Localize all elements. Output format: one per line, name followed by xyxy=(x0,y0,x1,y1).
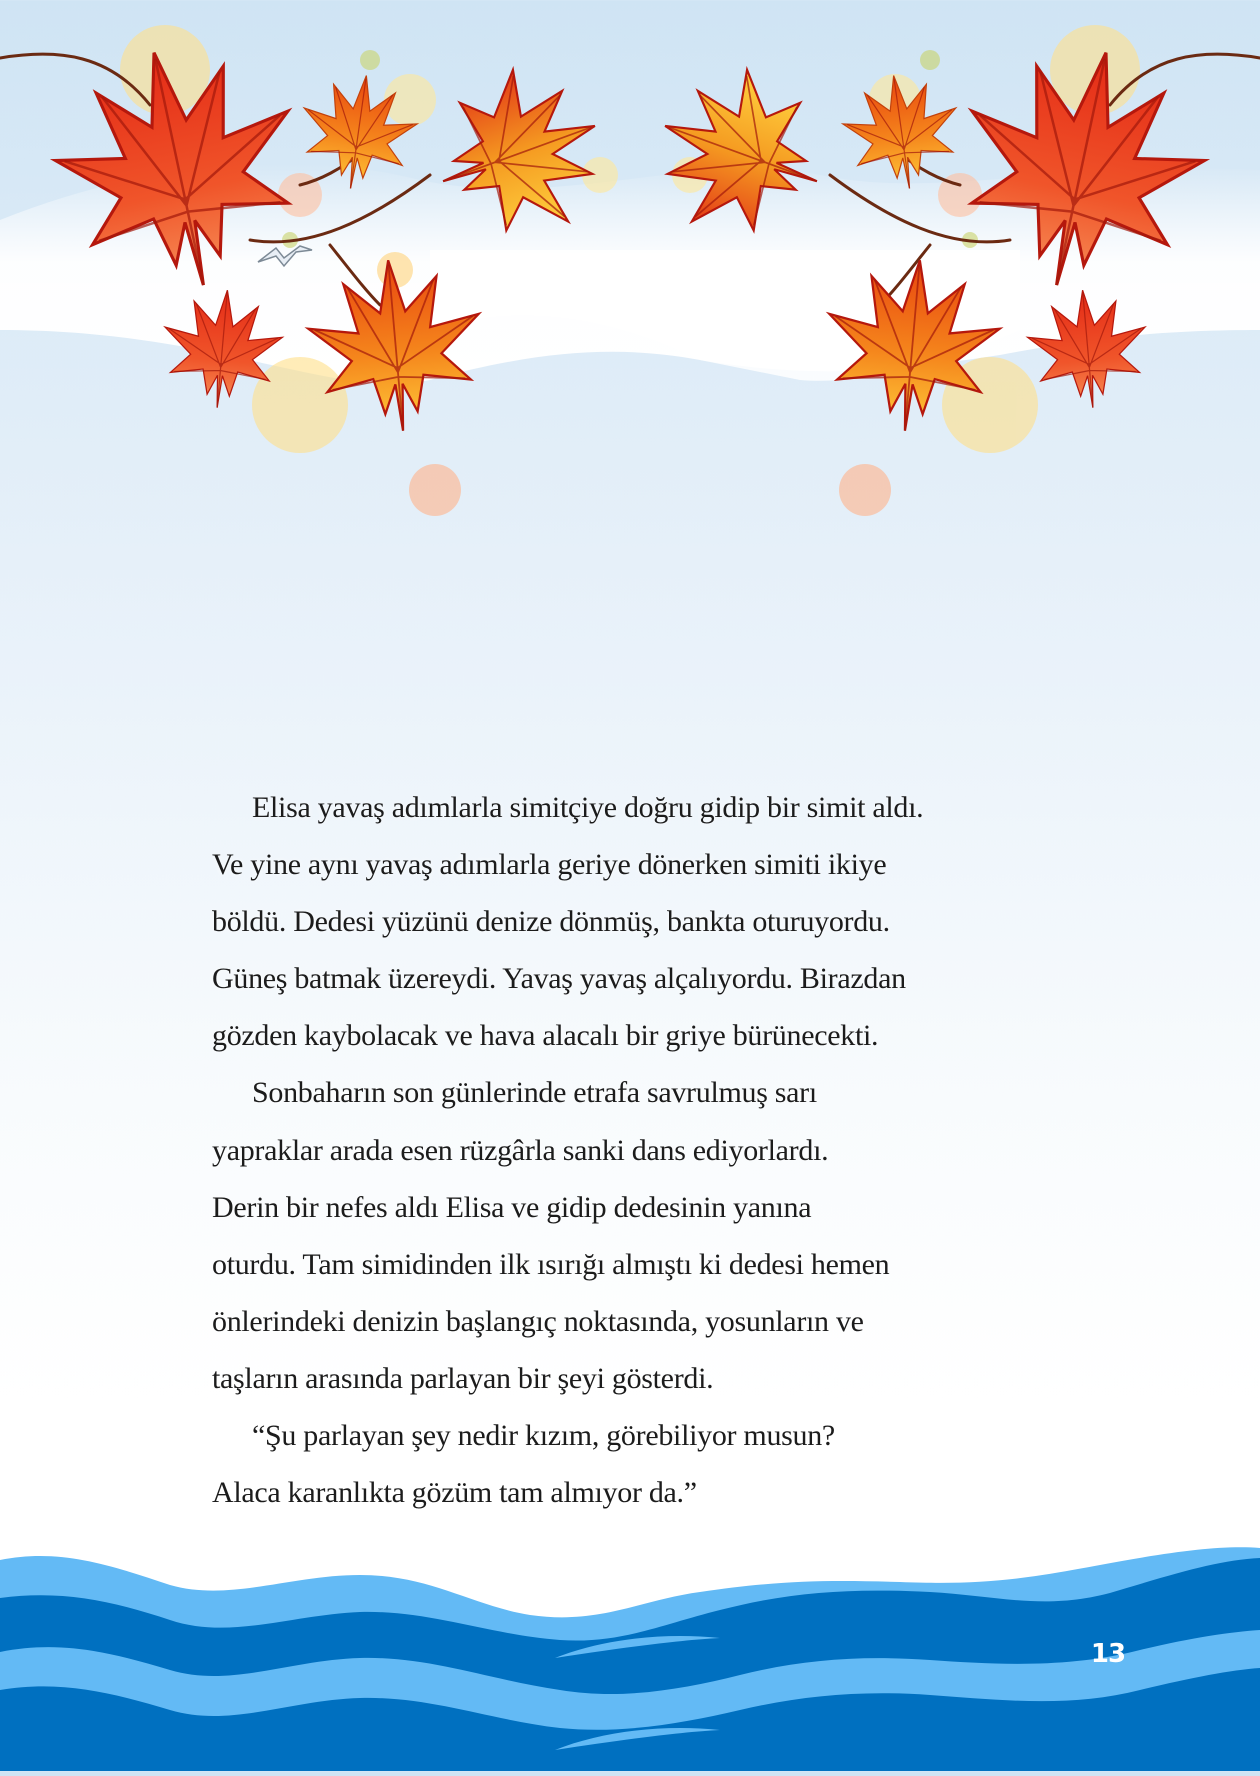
story-line: “Şu parlayan şey nedir kızım, görebiliyor musun? xyxy=(252,1419,835,1453)
blue-waves-decoration xyxy=(0,1540,1260,1771)
story-line: yapraklar arada esen rüzgârla sanki dans ediyorlardı. xyxy=(212,1133,829,1167)
story-line: oturdu. Tam simidinden ilk ısırığı almıştı ki dedesi hemen xyxy=(212,1247,890,1281)
autumn-leaves-illustration xyxy=(0,0,1260,600)
story-line: Elisa yavaş adımlarla simitçiye doğru gidip bir simit aldı. xyxy=(252,791,924,824)
page-number: 13 xyxy=(1090,1639,1126,1669)
story-line: Sonbaharın son günlerinde etrafa savrulmuş sarı xyxy=(252,1076,817,1110)
story-line: Derin bir nefes aldı Elisa ve gidip dedesinin yanına xyxy=(212,1190,812,1224)
story-text xyxy=(212,779,1092,1521)
story-line: böldü. Dedesi yüzünü denize dönmüş, bankta oturuyordu. xyxy=(212,905,890,939)
story-line: taşların arasında parlayan bir şeyi gösterdi. xyxy=(212,1361,714,1395)
story-line: önlerindeki denizin başlangıç noktasında, yosunların ve xyxy=(212,1304,864,1338)
story-line: Ve yine aynı yavaş adımlarla geriye dönerken simiti ikiye xyxy=(212,848,887,882)
story-line: Alaca karanlıkta gözüm tam almıyor da.” xyxy=(212,1476,697,1510)
story-line: Güneş batmak üzereydi. Yavaş yavaş alçalıyordu. Birazdan xyxy=(212,962,906,996)
story-line: gözden kaybolacak ve hava alacalı bir griye bürünecekti. xyxy=(212,1019,879,1053)
